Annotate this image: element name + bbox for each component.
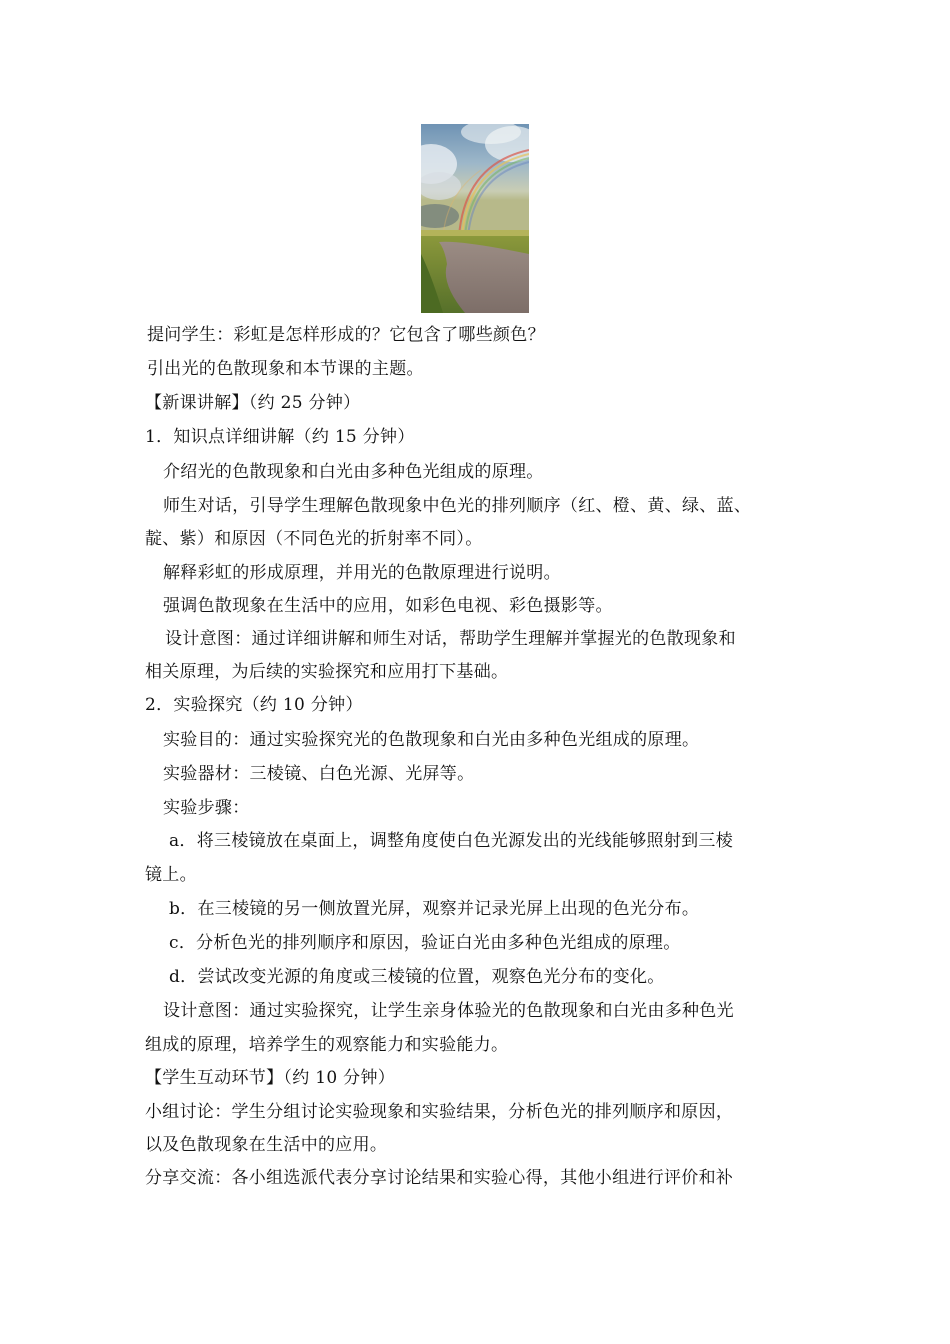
text-line-25: 以及色散现象在生活中的应用。	[145, 1135, 388, 1155]
text-line-14: 实验器材：三棱镜、白色光源、光屏等。	[163, 764, 475, 784]
text-line-8: 解释彩虹的形成原理，并用光的色散原理进行说明。	[163, 563, 561, 583]
text-line-15: 实验步骤：	[163, 798, 250, 818]
text-line-26: 分享交流：各小组选派代表分享讨论结果和实验心得，其他小组进行评价和补	[145, 1168, 734, 1188]
text-line-11: 相关原理，为后续的实验探究和应用打下基础。	[145, 662, 509, 682]
step-c: c．分析色光的排列顺序和原因，验证白光由多种色光组成的原理。	[169, 933, 681, 953]
text-line-13: 实验目的：通过实验探究光的色散现象和白光由多种色光组成的原理。	[163, 730, 700, 750]
text-line-24: 小组讨论：学生分组讨论实验现象和实验结果，分析色光的排列顺序和原因，	[145, 1102, 734, 1122]
text-line-21: 设计意图：通过实验探究，让学生亲身体验光的色散现象和白光由多种色光	[163, 1001, 734, 1021]
section-heading-interaction: 【学生互动环节】（约 10 分钟）	[145, 1068, 396, 1088]
text-line-7: 靛、紫）和原因（不同色光的折射率不同）。	[145, 529, 483, 549]
text-line-10: 设计意图：通过详细讲解和师生对话，帮助学生理解并掌握光的色散现象和	[165, 629, 736, 649]
text-line-9: 强调色散现象在生活中的应用，如彩色电视、彩色摄影等。	[163, 596, 613, 616]
text-line-1: 提问学生：彩虹是怎样形成的？它包含了哪些颜色？	[147, 325, 545, 345]
text-line-2: 引出光的色散现象和本节课的主题。	[147, 359, 424, 379]
text-line-6: 师生对话，引导学生理解色散现象中色光的排列顺序（红、橙、黄、绿、蓝、	[163, 496, 752, 516]
subheading-knowledge: 1．知识点详细讲解（约 15 分钟）	[145, 427, 415, 447]
section-heading-new-lesson: 【新课讲解】（约 25 分钟）	[145, 393, 361, 413]
step-a-cont: 镜上。	[145, 865, 197, 885]
subheading-experiment: 2．实验探究（约 10 分钟）	[145, 695, 363, 715]
rainbow-photo	[421, 124, 529, 313]
text-line-22: 组成的原理，培养学生的观察能力和实验能力。	[145, 1035, 509, 1055]
step-d: d．尝试改变光源的角度或三棱镜的位置，观察色光分布的变化。	[169, 967, 665, 987]
text-line-5: 介绍光的色散现象和白光由多种色光组成的原理。	[163, 462, 544, 482]
step-a: a．将三棱镜放在桌面上，调整角度使白色光源发出的光线能够照射到三棱	[169, 831, 734, 851]
step-b: b．在三棱镜的另一侧放置光屏，观察并记录光屏上出现的色光分布。	[169, 899, 700, 919]
